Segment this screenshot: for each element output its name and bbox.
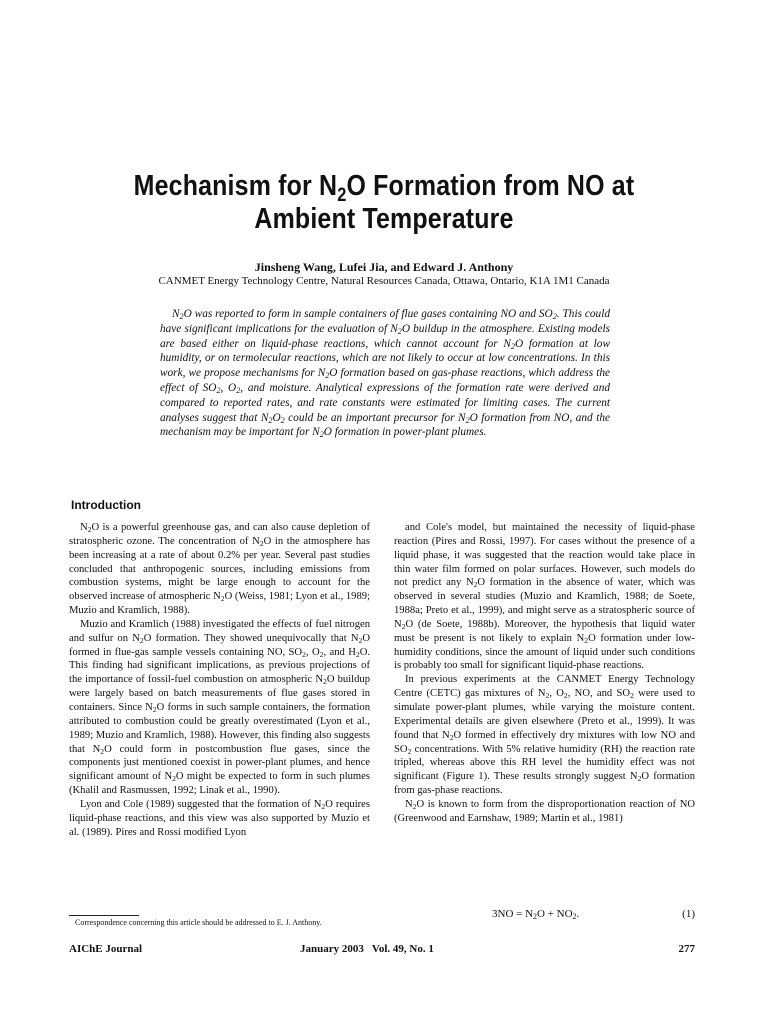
paragraph: and Cole's model, but maintained the necessity of liquid-phase reaction (Pires and Rossi, 1997). For cases without the presence of a liquid phase, it was suggested that the reaction would take place in thin water film formed on polar surfaces. However, such models do not predict any $N_2O$ formation in the absence of water, which was observed in several studies (Muzio and Kramlich, 1988; de Soete, 1988a; Preto et al., 1999), and might serve as a stratospheric source of $N_2O$ (de Soete, 1988b). Moreover, the hypothesis that liquid water must be present is not likely to explain $N_2O$ formation under low-humidity conditions, since the amount of liquid under such conditions is probably too small for significant liquid-phase reactions. — [394, 522, 695, 672]
authors: Jinsheng Wang, Lufei Jia, and Edward J. Anthony — [254, 260, 514, 274]
footer-journal-name: AIChE Journal — [69, 943, 143, 955]
article-title — [88, 170, 680, 236]
correspondence-footnote: Correspondence concerning this article should be addressed to E. J. Anthony. — [75, 918, 322, 927]
title-subscript: 2 — [337, 185, 347, 206]
footer-issue: January 2003 Vol. 49, No. 1 — [300, 943, 434, 955]
footer-page-number: 277 — [678, 943, 695, 955]
paragraph: Muzio and Kramlich (1988) investigated the effects of fuel nitrogen and sulfur on $N_2O$ formation. They showed unequivocally that $N_2O$ formed in flue-gas sample vessels containing NO, $SO_2$, $O_2$, and $H_2O$. This finding had significant implications, as previous projections of the importance of fossil-fuel combustion on atmospheric $N_2O$ buildup were largely based on batch measurements of flue gases stored in containers. Since $N_2O$ forms in such sample containers, the formation attributed to combustion could be greatly overestimated (Lyon et al., 1989; Muzio and Kramlich, 1988). However, this finding also suggests that $N_2O$ could form in postcombustion flue gases, since the components just mentioned coexist in power-plant plumes, and hence significant amount of $N_2O$ might be expected to form in such plumes (Khalil and Rasmussen, 1992; Linak et al., 1990). — [69, 618, 371, 797]
paragraph: In previous experiments at the CANMET Energy Technology Centre (CETC) gas mixtures of $N_2$, $O_2$, NO, and $SO_2$ were used to simulate power-plant plumes, while varying the moisture content. Experimental details are given elsewhere (Preto et al., 1999). It was found that $N_2O$ formed in effectively dry mixtures with low NO and $SO_2$ concentrations. With 5% relative humidity (RH) the reaction rate tripled, whereas above this RH level the humidity effect was not significant (Figure 1). These results strongly suggest $N_2O$ formation from gas-phase reactions. — [394, 674, 695, 797]
title-part2: O Formation from NO at — [346, 170, 635, 202]
section-heading-introduction: Introduction — [71, 498, 141, 512]
equation-number: (1) — [682, 908, 695, 920]
paragraph: Lyon and Cole (1989) suggested that the formation of $N_2O$ requires liquid-phase reactions, and this view was also supported by Muzio et al. (1989). Pires and Rossi modified Lyon — [69, 798, 370, 838]
paragraph: $N_2O$ is known to form from the disproportionation reaction of NO (Greenwood and Earnshaw, 1989; Martin et al., 1981) — [394, 798, 695, 824]
title-line2: Ambient Temperature — [254, 203, 514, 235]
footnote-rule — [69, 915, 139, 916]
title-part1: Mechanism for N — [133, 170, 338, 202]
abstract: $N_2O$ was reported to form in sample containers of flue gases containing NO and $SO_2$. This could have significant implications for the evaluation of $N_2O$ buildup in the atmosphere. Existing models are based either on liquid-phase reactions, which cannot account for $N_2O$ formation at low humidity, or on termolecular reactions, which are not likely to occur at low concentrations. In this work, we propose mechanisms for $N_2O$ formation based on gas-phase reactions, which address the effect of $SO_2$, $O_2$, and moisture. Analytical expressions of the formation rate were derived and compared to reported rates, and rate constants were estimated for limiting cases. The current analyses suggest that $N_2O_2$ could be an important precursor for $N_2O$ formation from NO, and the mechanism may be important for $N_2O$ formation in power-plant plumes. — [160, 308, 611, 440]
paragraph: $N_2O$ is a powerful greenhouse gas, and can also cause depletion of stratospheric ozone. The concentration of $N_2O$ in the atmosphere has been increasing at a rate of about 0.2% per year. Several past studies concluded that anthropogenic sources, including emissions from combustion systems, might be large enough to account for the observed increase of atmospheric $N_2O$ (Weiss, 1981; Lyon et al., 1989; Muzio and Kramlich, 1988). — [69, 522, 370, 617]
affiliation: CANMET Energy Technology Centre, Natural Resources Canada, Ottawa, Ontario, K1A 1M1 Canada — [158, 275, 610, 287]
equation-body: $3NO = N_2O + NO_2$. — [492, 908, 580, 921]
left-column — [69, 521, 370, 839]
right-column — [394, 521, 695, 826]
